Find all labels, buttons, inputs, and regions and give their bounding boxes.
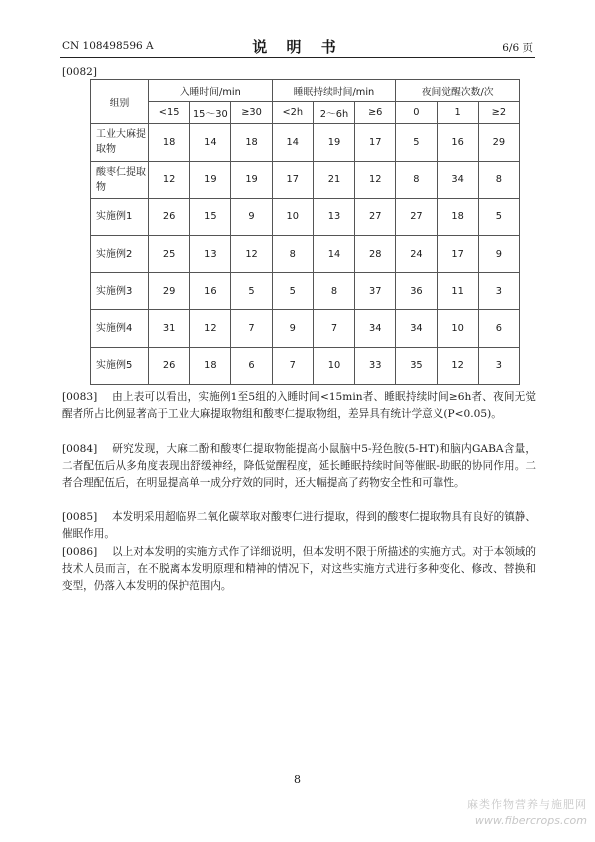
watermark-site-name: 麻类作物营养与施肥网 [467,798,587,811]
table-row [91,273,520,310]
site-watermark [467,796,587,827]
row-label: 酸枣仁提取物 [91,161,149,198]
table-cell: 9 [478,235,519,272]
table-cell: 25 [149,235,190,272]
table-row [91,235,520,272]
table-cell: 10 [272,198,313,235]
table-cell: 17 [272,161,313,198]
table-cell: 14 [190,124,231,161]
table-row [91,161,520,198]
table-subheader-row [91,102,520,124]
table-cell: 19 [190,161,231,198]
table-header-row [91,80,520,102]
table-cell: 18 [149,124,190,161]
patent-number: CN 108498596 A [62,40,154,52]
table-cell: 6 [231,347,272,384]
paragraph-tag: [0085] [62,511,98,523]
sub-header: 0 [396,102,437,124]
group-column-header: 组别 [91,80,149,124]
page-header [62,36,533,56]
row-label: 实施例5 [91,347,149,384]
table-cell: 7 [272,347,313,384]
paragraph-0083 [62,389,536,423]
paragraph-0084 [62,441,536,492]
table-cell: 14 [313,235,354,272]
table-cell: 26 [149,347,190,384]
table-cell: 16 [190,273,231,310]
col-group-header: 睡眠持续时间/min [272,80,396,102]
paragraph-tag: [0083] [62,391,98,403]
table-cell: 36 [396,273,437,310]
table-cell: 33 [355,347,396,384]
paragraph-0086 [62,544,536,595]
table-cell: 12 [149,161,190,198]
row-label: 实施例2 [91,235,149,272]
table-row [91,347,520,384]
sub-header: 2～6h [313,102,354,124]
table-cell: 6 [478,310,519,347]
table-cell: 18 [437,198,478,235]
table-cell: 37 [355,273,396,310]
table-cell: 27 [355,198,396,235]
table-cell: 5 [231,273,272,310]
sub-header: ≥2 [478,102,519,124]
table-cell: 13 [313,198,354,235]
row-label: 实施例3 [91,273,149,310]
paragraph-text: 研究发现，大麻二酚和酸枣仁提取物能提高小鼠脑中5-羟色胺(5-HT)和脑内GABA含量，二者配伍后从多角度表现出舒缓神经，降低觉醒程度，延长睡眠持续时间等催眠-助眠的协同作用。二者合理配伍后，在明显提高单一成分疗效的同时，还大幅提高了药物安全性和可靠性。 [62,443,536,489]
table-cell: 31 [149,310,190,347]
table-cell: 18 [190,347,231,384]
sleep-results-table [90,79,520,385]
table-row [91,198,520,235]
table-cell: 34 [396,310,437,347]
table-cell: 7 [231,310,272,347]
table-cell: 19 [313,124,354,161]
sub-header: ≥6 [355,102,396,124]
table-cell: 17 [437,235,478,272]
table-cell: 5 [478,198,519,235]
table-cell: 8 [272,235,313,272]
table-cell: 29 [149,273,190,310]
table-cell: 3 [478,347,519,384]
sub-header: <15 [149,102,190,124]
table-cell: 13 [190,235,231,272]
table-cell: 24 [396,235,437,272]
paragraph-text: 以上对本发明的实施方式作了详细说明，但本发明不限于所描述的实施方式。对于本领域的技术人员而言，在不脱离本发明原理和精神的情况下，对这些实施方式进行多种变化、修改、替换和变型，仍落入本发明的保护范围内。 [62,546,536,592]
table-cell: 29 [478,124,519,161]
row-label: 实施例4 [91,310,149,347]
paragraph-text: 本发明采用超临界二氧化碳萃取对酸枣仁进行提取，得到的酸枣仁提取物具有良好的镇静、催眠作用。 [62,511,536,540]
table-cell: 12 [190,310,231,347]
table-row [91,124,520,161]
table-cell: 34 [437,161,478,198]
table-cell: 12 [231,235,272,272]
table-cell: 19 [231,161,272,198]
table-cell: 21 [313,161,354,198]
sub-header: ≥30 [231,102,272,124]
table-paragraph-tag: [0082] [62,66,97,78]
table-cell: 26 [149,198,190,235]
table-cell: 34 [355,310,396,347]
table-cell: 8 [396,161,437,198]
header-rule [60,57,535,58]
row-label: 工业大麻提取物 [91,124,149,161]
table-cell: 17 [355,124,396,161]
table-cell: 27 [396,198,437,235]
col-group-header: 入睡时间/min [149,80,273,102]
table-cell: 8 [478,161,519,198]
page-number: 8 [294,773,301,786]
paragraph-tag: [0084] [62,443,98,455]
table-cell: 35 [396,347,437,384]
table-cell: 5 [272,273,313,310]
sub-header: 1 [437,102,478,124]
col-group-header: 夜间觉醒次数/次 [396,80,520,102]
table-cell: 11 [437,273,478,310]
table-cell: 28 [355,235,396,272]
table-cell: 8 [313,273,354,310]
table-cell: 16 [437,124,478,161]
table-cell: 9 [272,310,313,347]
table-cell: 18 [231,124,272,161]
paragraph-0085 [62,509,536,543]
table-cell: 12 [437,347,478,384]
paragraph-text: 由上表可以看出，实施例1至5组的入睡时间<15min者、睡眠持续时间≥6h者、夜间无觉醒者所占比例显著高于工业大麻提取物组和酸枣仁提取物组，差异具有统计学意义(P<0.05)。 [62,391,536,420]
table-cell: 3 [478,273,519,310]
page-indicator: 6/6 页 [502,42,533,54]
table-cell: 5 [396,124,437,161]
table-body [91,124,520,385]
table-cell: 9 [231,198,272,235]
table-cell: 10 [437,310,478,347]
table-cell: 10 [313,347,354,384]
table-cell: 14 [272,124,313,161]
row-label: 实施例1 [91,198,149,235]
table-cell: 12 [355,161,396,198]
sub-header: <2h [272,102,313,124]
table-cell: 7 [313,310,354,347]
paragraph-tag: [0086] [62,546,98,558]
table-cell: 15 [190,198,231,235]
watermark-site-url: www.fibercrops.com [474,814,587,827]
table-row [91,310,520,347]
sub-header: 15～30 [190,102,231,124]
document-title: 说 明 书 [252,38,343,56]
